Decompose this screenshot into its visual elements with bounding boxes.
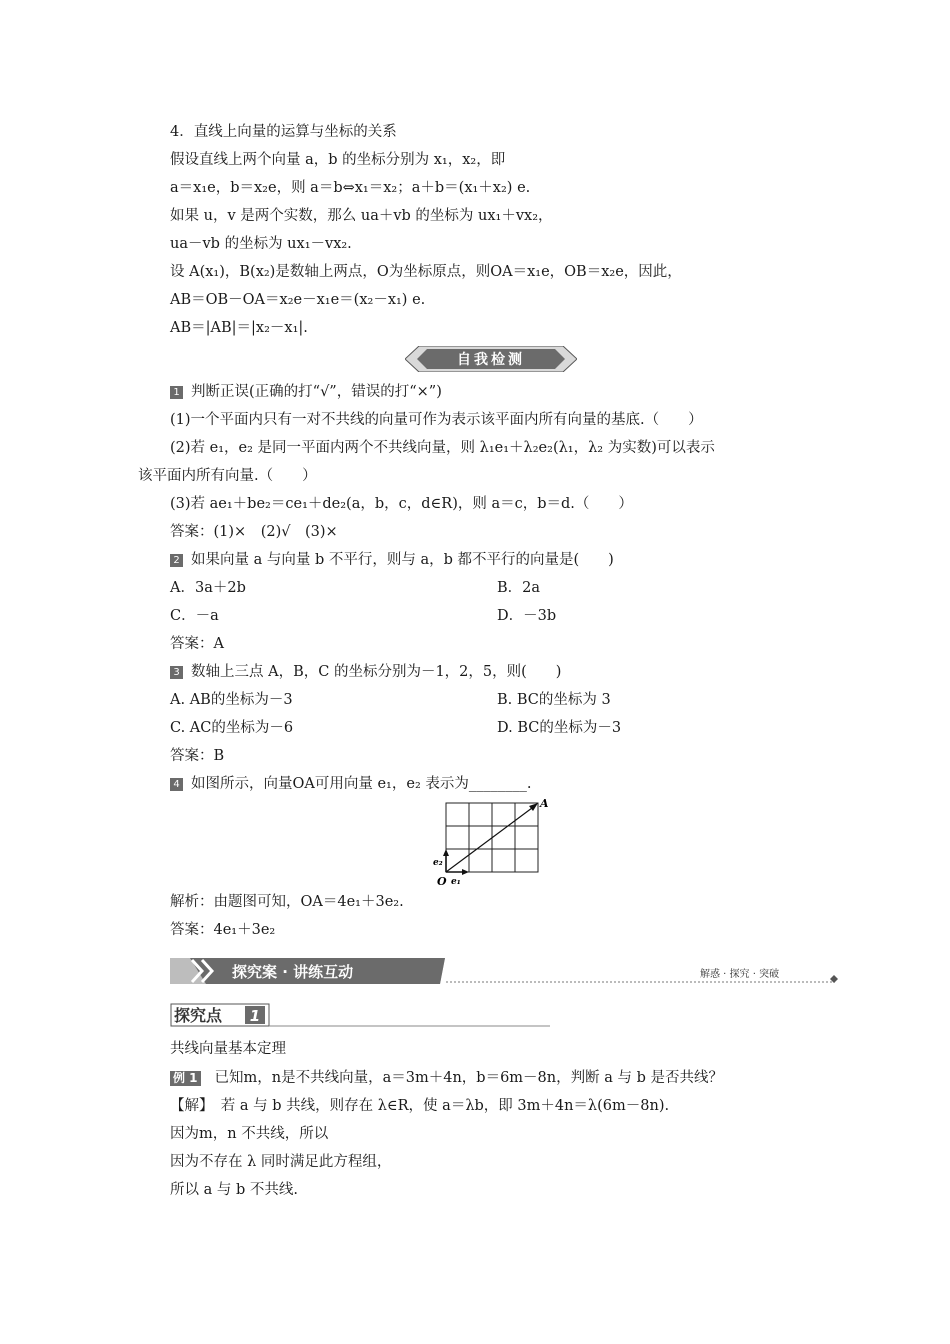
section-heading: 4．直线上向量的运算与坐标的关系 <box>170 124 397 140</box>
vector-e2-arrowhead <box>443 849 449 856</box>
section-text-7: AB＝|AB|＝|x₂－x₁|. <box>170 320 308 336</box>
question-1: 1 判断正误(正确的打“√”，错误的打“×”) <box>170 382 442 402</box>
q2-option-a: A．3a＋2b <box>170 580 246 596</box>
q1-statement-1: (1)一个平面内只有一对不共线的向量可作为表示该平面内所有向量的基底.（ ） <box>170 412 703 428</box>
example-tag: 例 1 <box>170 1071 201 1086</box>
q2-option-b: B．2a <box>497 580 541 596</box>
example-line-2: 因为m，n 不共线，所以 <box>170 1126 329 1142</box>
explore-banner <box>170 956 840 986</box>
section-text-2: a＝x₁e，b＝x₂e，则 a＝b⇔x₁＝x₂；a＋b＝(x₁＋x₂) e. <box>170 180 531 196</box>
q1-answer: 答案：(1)× (2)√ (3)× <box>170 524 338 540</box>
q3-option-b: B. BC的坐标为 3 <box>497 692 611 708</box>
point-number: 1 <box>249 1007 261 1025</box>
question-number: 3 <box>170 666 183 679</box>
question-3: 3 数轴上三点 A，B，C 的坐标分别为－1，2，5，则( ) <box>170 662 561 682</box>
self-check-title: 自我检测 <box>457 352 525 368</box>
question-2: 2 如果向量 a 与向量 b 不平行，则与 a，b 都不平行的向量是( ) <box>170 550 614 570</box>
q1-statement-3: (3)若 ae₁＋be₂＝ce₁＋de₂(a，b，c，d∈R)，则 a＝c，b＝d.（ ） <box>170 496 633 512</box>
question-number: 4 <box>170 778 183 791</box>
label-o: O <box>437 875 447 887</box>
vector-grid-figure <box>428 795 558 887</box>
vector-oa-line <box>446 805 536 872</box>
example-line-3: 因为不存在 λ 同时满足此方程组， <box>170 1154 392 1170</box>
question-number: 2 <box>170 554 183 567</box>
q3-option-c: C. AC的坐标为－6 <box>170 720 294 736</box>
q4-analysis: 解析：由题图可知，OA＝4e₁＋3e₂. <box>170 894 404 910</box>
label-e2: e₂ <box>433 858 443 868</box>
q3-answer: 答案：B <box>170 748 225 764</box>
section-text-1: 假设直线上两个向量 a，b 的坐标分别为 x₁，x₂，即 <box>170 152 506 168</box>
section-text-5: 设 A(x₁)，B(x₂)是数轴上两点，O为坐标原点，则OA＝x₁e，OB＝x₂e，因此， <box>170 264 682 280</box>
section-text-3: 如果 u，v 是两个实数，那么 ua＋vb 的坐标为 ux₁＋vx₂， <box>170 208 553 224</box>
q2-option-d: D．－3b <box>497 608 557 624</box>
point-label: 探究点 <box>174 1006 223 1025</box>
point-title: 共线向量基本定理 <box>170 1041 286 1057</box>
vector-e1-arrowhead <box>462 869 469 875</box>
section-text-6: AB＝OB－OA＝x₂e－x₁e＝(x₂－x₁) e. <box>170 292 426 308</box>
question-number: 1 <box>170 386 183 399</box>
q3-option-a: A. AB的坐标为－3 <box>170 692 293 708</box>
label-e1: e₁ <box>451 877 461 887</box>
example-solution: 【解】 若 a 与 b 共线，则存在 λ∈R，使 a＝λb，即 3m＋4n＝λ(6m－8n). <box>170 1098 670 1114</box>
label-a: A <box>540 797 549 810</box>
q2-answer: 答案：A <box>170 636 224 652</box>
explore-right-text: 解惑 · 探究 · 突破 <box>700 969 780 980</box>
q2-option-c: C．－a <box>170 608 219 624</box>
example-1: 例 1 已知m，n是不共线向量，a＝3m＋4n，b＝6m－8n，判断 a 与 b 是否共线？ <box>170 1068 723 1088</box>
self-check-banner <box>405 346 577 372</box>
q1-statement-2: (2)若 e₁，e₂ 是同一平面内两个不共线向量，则 λ₁e₁＋λ₂e₂(λ₁，λ₂ 为实数)可以表示 <box>170 440 715 456</box>
q4-answer: 答案：4e₁＋3e₂ <box>170 922 276 938</box>
point-banner <box>170 1003 550 1027</box>
q3-option-d: D. BC的坐标为－3 <box>497 720 622 736</box>
section-text-4: ua－vb 的坐标为 ux₁－vx₂. <box>170 236 352 252</box>
explore-title: 探究案 · 讲练互动 <box>232 963 354 981</box>
question-4: 4 如图所示，向量OA可用向量 e₁，e₂ 表示为________. <box>170 774 531 794</box>
q1-statement-2-cont: 该平面内所有向量.（ ） <box>138 468 317 484</box>
example-line-4: 所以 a 与 b 不共线. <box>170 1182 298 1198</box>
